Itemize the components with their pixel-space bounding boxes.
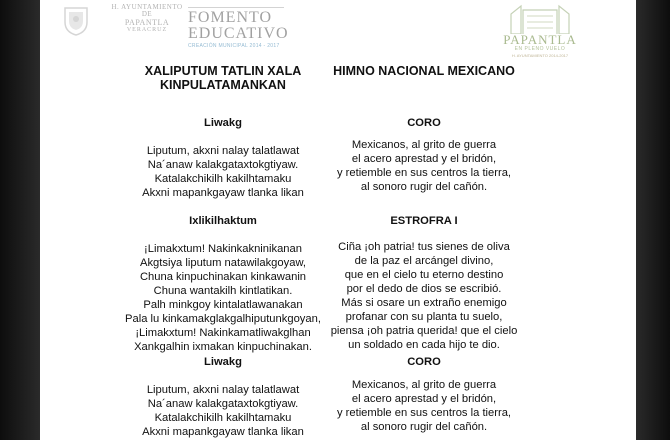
verse-line: por el dedo de dios se escribió. [346,283,502,295]
verse-line: y retiemble en sus centros la tierra, [336,167,512,179]
verse-line: Akgtsiya liputum natawilakgoyaw, [139,257,307,269]
verse-line: Mexicanos, al grito de guerra [351,139,497,151]
municipio-line-2: PAPANTLA [124,17,170,27]
left-section-3-heading: Liwakg [204,356,242,368]
municipal-seal-logo [59,4,93,36]
verse-line: Akxni mapankgayaw tlanka likan [142,426,304,438]
verse-line: Mexicanos, al grito de guerra [351,379,497,391]
verse-line: Katalakchikilh kakilhtamaku [154,412,292,424]
verse-line: el acero aprestad y el bridón, [351,153,497,165]
fomento-line-2: EDUCATIVO [188,25,289,42]
verse-line: Pala lu kinkamakglakgalhiputunkgoyan, [125,313,321,325]
left-title-line-2: KINPULATAMANKAN [160,78,286,92]
papantla-line-3: H. AYUNTAMIENTO 2014-2017 [511,53,569,58]
verse-line: Akxni mapankgayaw tlanka likan [142,187,304,199]
left-title-line-1: XALIPUTUM TATLIN XALA [144,64,302,78]
verse-line: el acero aprestad y el bridón, [351,393,497,405]
right-title: HIMNO NACIONAL MEXICANO [333,64,515,78]
verse-line: ¡Limakxtum! Nakinkakninikanan [144,243,302,255]
right-section-2-heading: ESTROFRA I [390,215,458,227]
verse-line: Katalakchikilh kakilhtamaku [154,173,292,185]
verse-line: de la paz el arcángel divino, [354,255,494,267]
fomento-line-1: FOMENTO [188,9,273,26]
verse-line: Liputum, akxni nalay talatlawat [146,384,300,396]
municipio-line-3: VERACRUZ [126,27,168,34]
fomento-divider [188,7,284,8]
verse-line: Na´anaw kalakgataxtokgtiyaw. [147,398,299,410]
verse-line: ¡Limakxtum! Nakinkamatliwakglhan [135,327,311,339]
right-edge-shadow [636,0,670,440]
verse-line: Chuna kinpuchinakan kinkawanin [139,271,307,283]
papantla-line-1: PAPANTLA [503,32,577,47]
verse-line: que en el cielo tu eterno destino [344,269,504,281]
verse-line: al sonoro rugir del cañón. [360,181,488,193]
left-section-1-heading: Liwakg [204,117,242,129]
verse-line: Liputum, akxni nalay talatlawat [146,145,300,157]
verse-line: Ciña ¡oh patria! tus sienes de oliva [338,241,510,253]
fomento-line-3: CREACIÓN MUNICIPAL 2014 - 2017 [188,43,280,49]
verse-line: y retiemble en sus centros la tierra, [336,407,512,419]
verse-line: Xankgalhin ixmakan kinpuchinakan. [134,341,312,353]
fomento-educativo-logo [188,10,308,49]
verse-line: Más si osare un extraño enemigo [341,297,507,309]
right-section-3-heading: CORO [407,356,441,368]
papantla-line-2: EN PLENO VUELO [514,46,566,52]
right-section-1-heading: CORO [407,117,441,129]
left-edge-shadow [0,0,40,440]
verse-line: Na´anaw kalakgataxtokgtiyaw. [147,159,299,171]
verse-line: al sonoro rugir del cañón. [360,421,488,433]
verse-line: Chuna wantakilh kintlatikan. [153,285,293,297]
papantla-logo-text [502,34,578,58]
verse-line: profanar con su planta tu suelo, [345,311,503,323]
municipio-logo-text [107,4,187,33]
verse-line: Palh minkgoy kintalatlawanakan [143,299,303,311]
municipio-line-1: H. AYUNTAMIENTO DE [111,3,183,19]
verse-line: piensa ¡oh patria querida! que el cielo [330,325,518,337]
papantla-building-logo [507,0,573,34]
verse-line: un soldado en cada hijo te dio. [348,339,500,351]
left-section-2-heading: Ixlikilhaktum [189,215,257,227]
